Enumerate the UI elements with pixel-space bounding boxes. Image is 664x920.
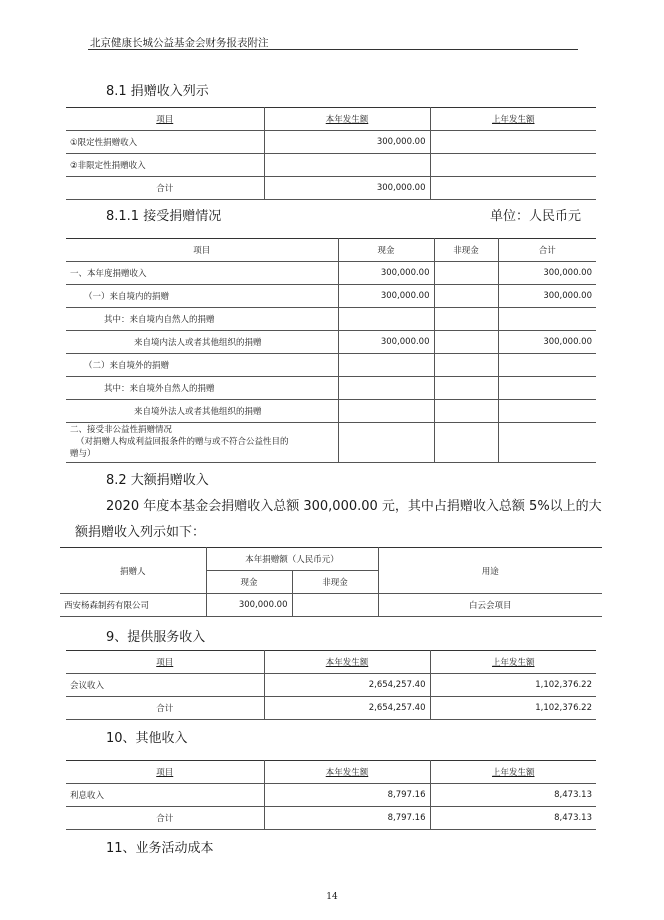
cell-noncash bbox=[434, 377, 498, 400]
cell-current: 300,000.00 bbox=[264, 131, 430, 154]
cell-item: （一）来自境内的捐赠 bbox=[66, 285, 338, 308]
col-header: 本年发生额 bbox=[264, 651, 430, 674]
cell-item: 其中：来自境外自然人的捐赠 bbox=[66, 377, 338, 400]
cell-item: ②非限定性捐赠收入 bbox=[66, 154, 264, 177]
table-row bbox=[66, 262, 596, 285]
cell-item: 会议收入 bbox=[66, 674, 264, 697]
cell-current: 2,654,257.40 bbox=[264, 697, 430, 720]
cell-item: 一、本年度捐赠收入 bbox=[66, 262, 338, 285]
col-header: 非现金 bbox=[434, 239, 498, 262]
cell-noncash bbox=[434, 423, 498, 463]
col-header: 现金 bbox=[338, 239, 434, 262]
cell-total: 300,000.00 bbox=[498, 285, 596, 308]
col-header-amount: 本年捐赠额（人民币元） bbox=[206, 548, 378, 571]
paragraph-line: 额捐赠收入列示如下： bbox=[75, 525, 206, 540]
cell-item: 来自境内法人或者其他组织的捐赠 bbox=[66, 331, 338, 354]
cell-noncash bbox=[292, 594, 378, 617]
table-row bbox=[66, 131, 596, 154]
col-header-use: 用途 bbox=[378, 548, 602, 594]
table-header-row bbox=[66, 108, 596, 131]
cell-cash: 300,000.00 bbox=[338, 331, 434, 354]
page-number: 14 bbox=[326, 892, 338, 902]
table-row bbox=[60, 594, 602, 617]
table-row bbox=[66, 154, 596, 177]
table-header-row bbox=[66, 239, 596, 262]
section-11-heading: 11、业务活动成本 bbox=[106, 841, 214, 856]
donation-income-table bbox=[66, 107, 596, 200]
page-header: 北京健康长城公益基金会财务报表附注 bbox=[90, 37, 269, 49]
table-row-total bbox=[66, 807, 596, 830]
col-header-cash: 现金 bbox=[206, 571, 292, 594]
table-header-row bbox=[60, 548, 602, 571]
cell-item: （二）来自境外的捐赠 bbox=[66, 354, 338, 377]
paragraph-line: 2020 年度本基金会捐赠收入总额 300,000.00 元，其中占捐赠收入总额 5%以上的大 bbox=[106, 499, 602, 514]
cell-cash bbox=[338, 423, 434, 463]
cell-total: 300,000.00 bbox=[498, 262, 596, 285]
table-header-row bbox=[66, 761, 596, 784]
cell-cash bbox=[338, 354, 434, 377]
table-row bbox=[66, 784, 596, 807]
cell-cash: 300,000.00 bbox=[338, 285, 434, 308]
cell-cash bbox=[338, 308, 434, 331]
table-row bbox=[66, 331, 596, 354]
col-header-donor: 捐赠人 bbox=[60, 548, 206, 594]
cell-current: 2,654,257.40 bbox=[264, 674, 430, 697]
table-row bbox=[66, 285, 596, 308]
cell-use: 白云会项目 bbox=[378, 594, 602, 617]
cell-total bbox=[498, 377, 596, 400]
cell-item: 利息收入 bbox=[66, 784, 264, 807]
cell-item: ①限定性捐赠收入 bbox=[66, 131, 264, 154]
cell-item: 来自境外法人或者其他组织的捐赠 bbox=[66, 400, 338, 423]
cell-total: 300,000.00 bbox=[498, 331, 596, 354]
table-row-total bbox=[66, 697, 596, 720]
col-header: 本年发生额 bbox=[264, 108, 430, 131]
col-header-noncash: 非现金 bbox=[292, 571, 378, 594]
cell-previous bbox=[430, 154, 596, 177]
cell-cash bbox=[338, 400, 434, 423]
cell-total bbox=[498, 423, 596, 463]
cell-noncash bbox=[434, 262, 498, 285]
cell-item: 合计 bbox=[66, 697, 264, 720]
table-row-nonpublic bbox=[66, 423, 596, 463]
col-header: 项目 bbox=[66, 761, 264, 784]
cell-cash bbox=[338, 377, 434, 400]
table-header-row bbox=[66, 651, 596, 674]
service-income-table bbox=[66, 650, 596, 720]
col-header: 上年发生额 bbox=[430, 761, 596, 784]
table-row bbox=[66, 400, 596, 423]
table-row-total bbox=[66, 177, 596, 200]
cell-item: 合计 bbox=[66, 807, 264, 830]
section-8-2-heading: 8.2 大额捐赠收入 bbox=[106, 473, 209, 488]
section-8-1-heading: 8.1 捐赠收入列示 bbox=[106, 84, 209, 99]
cell-cash: 300,000.00 bbox=[338, 262, 434, 285]
table-row bbox=[66, 308, 596, 331]
cell-noncash bbox=[434, 354, 498, 377]
currency-unit: 单位：人民币元 bbox=[490, 209, 582, 224]
cell-previous: 8,473.13 bbox=[430, 784, 596, 807]
cell-current: 8,797.16 bbox=[264, 807, 430, 830]
cell-total bbox=[498, 354, 596, 377]
donation-received-table bbox=[66, 238, 596, 463]
cell-noncash bbox=[434, 308, 498, 331]
col-header: 项目 bbox=[66, 651, 264, 674]
item-line: （对捐赠人构成利益回报条件的赠与或不符合公益性目的 bbox=[76, 437, 289, 447]
col-header: 项目 bbox=[66, 108, 264, 131]
col-header: 项目 bbox=[66, 239, 338, 262]
cell-cash: 300,000.00 bbox=[206, 594, 292, 617]
cell-item: 合计 bbox=[66, 177, 264, 200]
section-9-heading: 9、提供服务收入 bbox=[106, 630, 206, 645]
table-row bbox=[66, 674, 596, 697]
cell-current bbox=[264, 154, 430, 177]
table-row bbox=[66, 354, 596, 377]
col-header: 合计 bbox=[498, 239, 596, 262]
col-header: 本年发生额 bbox=[264, 761, 430, 784]
cell-previous: 8,473.13 bbox=[430, 807, 596, 830]
col-header: 上年发生额 bbox=[430, 651, 596, 674]
section-8-1-1-heading: 8.1.1 接受捐赠情况 bbox=[106, 209, 222, 224]
other-income-table bbox=[66, 760, 596, 830]
cell-noncash bbox=[434, 285, 498, 308]
cell-total bbox=[498, 308, 596, 331]
table-row bbox=[66, 377, 596, 400]
cell-previous bbox=[430, 177, 596, 200]
large-donation-table bbox=[60, 547, 602, 617]
col-header: 上年发生额 bbox=[430, 108, 596, 131]
item-line: 二、接受非公益性捐赠情况 bbox=[70, 425, 173, 435]
cell-donor: 西安杨森制药有限公司 bbox=[60, 594, 206, 617]
cell-noncash bbox=[434, 400, 498, 423]
cell-noncash bbox=[434, 331, 498, 354]
cell-item bbox=[66, 423, 338, 463]
cell-total bbox=[498, 400, 596, 423]
header-rule bbox=[88, 49, 578, 50]
item-line: 赠与） bbox=[70, 449, 96, 459]
cell-item: 其中：来自境内自然人的捐赠 bbox=[66, 308, 338, 331]
cell-current: 8,797.16 bbox=[264, 784, 430, 807]
cell-previous: 1,102,376.22 bbox=[430, 697, 596, 720]
cell-current: 300,000.00 bbox=[264, 177, 430, 200]
cell-previous bbox=[430, 131, 596, 154]
cell-previous: 1,102,376.22 bbox=[430, 674, 596, 697]
section-10-heading: 10、其他收入 bbox=[106, 731, 188, 746]
